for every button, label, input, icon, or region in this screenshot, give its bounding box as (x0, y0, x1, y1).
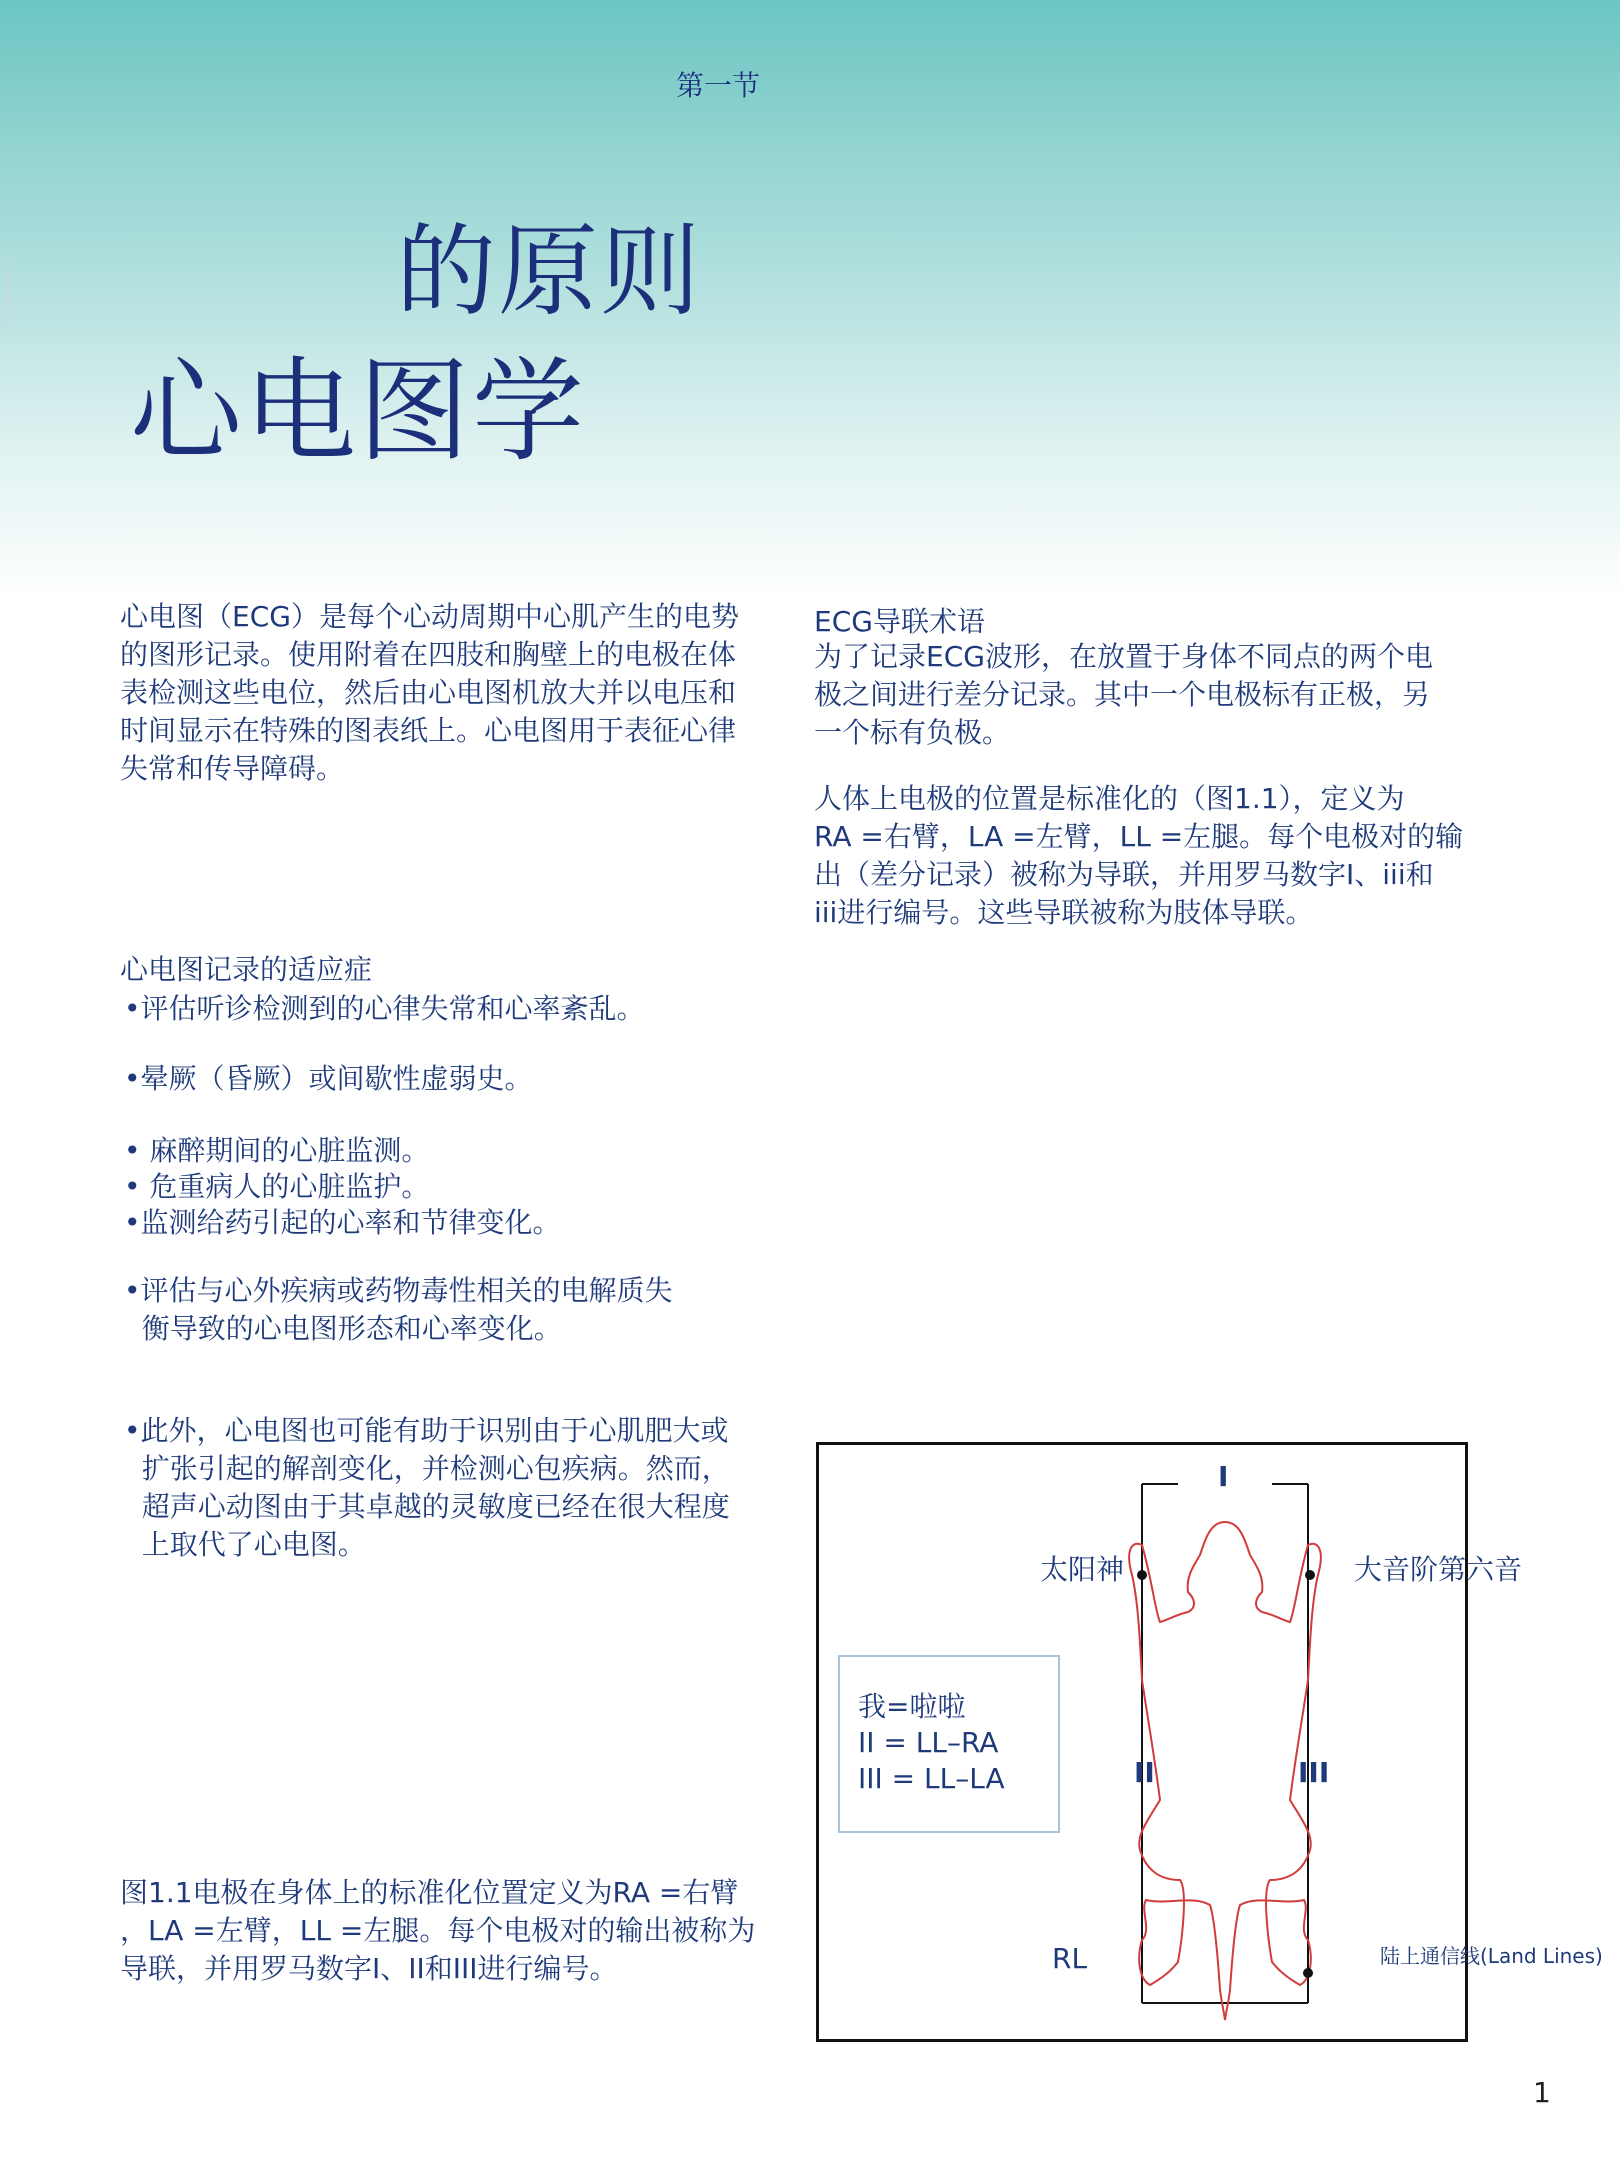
electrode-la (1305, 1570, 1315, 1580)
intro-line: 失常和传导障碍。 (120, 752, 345, 785)
caption-line: 图1.1电极在身体上的标准化位置定义为RA =右臂 (120, 1876, 739, 1909)
leads-heading: ECG导联术语 (814, 605, 985, 638)
indication-line: •评估听诊检测到的心律失常和心率紊乱。 (124, 992, 645, 1025)
legend-line: II = LL–RA (858, 1726, 999, 1759)
caption-line: 导联，并用罗马数字I、II和III进行编号。 (120, 1952, 618, 1985)
legend-line: 我=啦啦 (858, 1690, 966, 1723)
indication-line: 上取代了心电图。 (124, 1528, 366, 1561)
watermark: VetBooks.ir (0, 256, 15, 330)
indications-heading: 心电图记录的适应症 (120, 953, 373, 986)
leads-line: 极之间进行差分记录。其中一个电极标有正极，另 (814, 678, 1431, 711)
indication-line: •评估与心外疾病或药物毒性相关的电解质失 (124, 1274, 673, 1307)
electrode-ra (1137, 1570, 1147, 1580)
intro-line: 表检测这些电位，然后由心电图机放大并以电压和 (120, 676, 737, 709)
leads-line: 为了记录ECG波形，在放置于身体不同点的两个电 (814, 640, 1433, 673)
indication-line: 超声心动图由于其卓越的灵敏度已经在很大程度 (124, 1490, 730, 1523)
section-label: 第一节 (676, 69, 761, 102)
leads-line: RA =右臂，LA =左臂，LL =左腿。每个电极对的输 (814, 820, 1464, 853)
lead-frame (1142, 1484, 1308, 2003)
indication-line: 扩张引起的解剖变化，并检测心包疾病。然而， (124, 1452, 730, 1485)
indication-line: 衡导致的心电图形态和心率变化。 (124, 1312, 562, 1345)
leads-line: 人体上电极的位置是标准化的（图1.1），定义为 (814, 782, 1405, 815)
animal-outline-icon (1129, 1522, 1321, 2020)
ll-label: 陆上通信线(Land Lines) (1380, 1944, 1603, 1968)
indication-line: • 麻醉期间的心脏监测。 (124, 1134, 430, 1167)
intro-line: 心电图（ECG）是每个心动周期中心肌产生的电势 (120, 600, 739, 633)
indication-line: • 危重病人的心脏监护。 (124, 1170, 430, 1203)
caption-line: ，LA =左臂，LL =左腿。每个电极对的输出被称为 (120, 1914, 756, 1947)
leads-line: iii进行编号。这些导联被称为肢体导联。 (814, 896, 1314, 929)
leads-line: 一个标有负极。 (814, 716, 1011, 749)
intro-line: 时间显示在特殊的图表纸上。心电图用于表征心律 (120, 714, 737, 747)
page-number: 1 (1533, 2076, 1551, 2109)
lead-iii-label: III (1298, 1756, 1330, 1789)
lead-i-label: I (1218, 1460, 1229, 1493)
la-label: 大音阶第六音 (1354, 1553, 1523, 1586)
title-line-1: 的原则 (396, 213, 702, 330)
leads-line: 出（差分记录）被称为导联，并用罗马数字I、iii和 (814, 858, 1434, 891)
lead-legend (838, 1655, 1060, 1833)
lead-ii-label: II (1134, 1756, 1155, 1789)
legend-line: III = LL–LA (858, 1762, 1005, 1795)
rl-label: RL (1052, 1942, 1088, 1975)
indication-line: •此外，心电图也可能有助于识别由于心肌肥大或 (124, 1414, 729, 1447)
intro-line: 的图形记录。使用附着在四肢和胸壁上的电极在体 (120, 638, 737, 671)
ra-label: 太阳神 (1040, 1553, 1125, 1586)
indication-line: •监测给药引起的心率和节律变化。 (124, 1206, 561, 1239)
title-line-2: 心电图学 (130, 347, 586, 477)
electrode-ll (1303, 1968, 1313, 1978)
indication-line: •晕厥（昏厥）或间歇性虚弱史。 (124, 1062, 533, 1095)
